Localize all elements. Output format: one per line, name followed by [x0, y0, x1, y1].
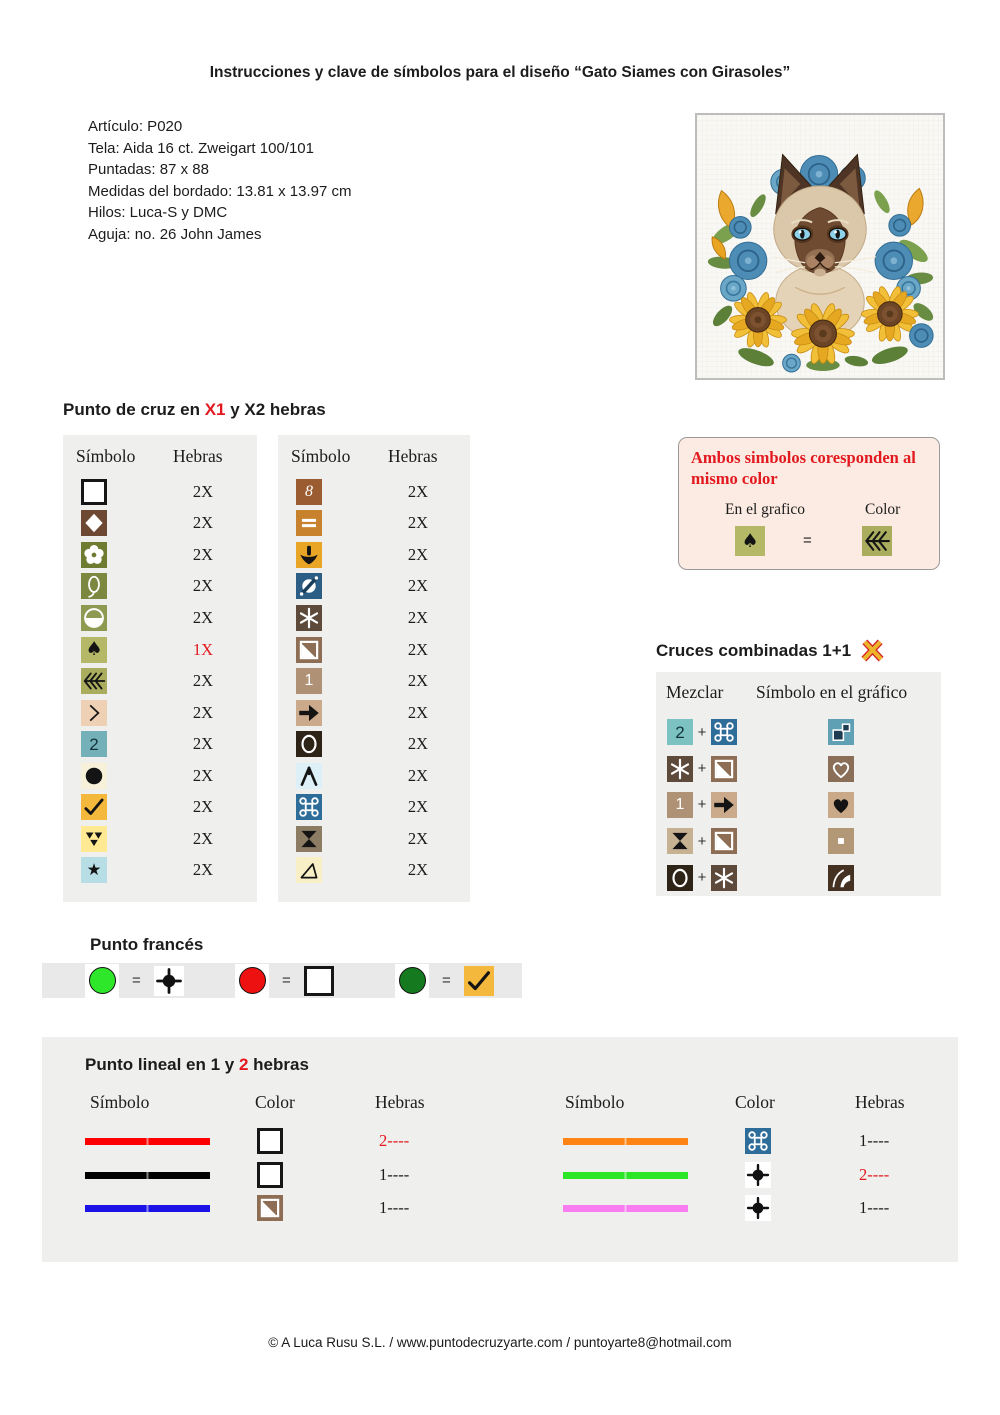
plain-icon — [304, 966, 334, 996]
stitch-line-swatch — [85, 1172, 210, 1179]
column-symbol: Símbolo — [291, 446, 351, 466]
heading-segment: 2 — [238, 1055, 249, 1074]
column-color: Color — [735, 1092, 775, 1112]
french-knot-heading: Punto francés — [90, 935, 204, 954]
hebras-value: 2X — [407, 765, 429, 785]
key-row — [278, 760, 470, 792]
column-color: Color — [865, 501, 901, 518]
plus-sign: + — [697, 832, 707, 850]
tri-club-icon — [81, 826, 107, 852]
hebras-value: 1---- — [859, 1198, 890, 1217]
crosshair-icon — [745, 1195, 771, 1221]
linear-stitch-box — [42, 1037, 958, 1262]
hebras-value: 2X — [407, 828, 429, 848]
linear-row — [563, 1193, 939, 1223]
key-row — [63, 697, 257, 729]
cross-stitch-heading — [63, 400, 326, 420]
hebras-value: 2X — [192, 860, 214, 880]
combined-cross-icon — [860, 638, 885, 663]
key-row — [278, 855, 470, 887]
chevrons-icon — [862, 526, 892, 556]
arcs-icon — [828, 865, 854, 891]
key-row — [278, 791, 470, 823]
column-hebras: Hebras — [855, 1092, 905, 1112]
heading-segment: Punto de cruz en — [63, 400, 205, 419]
flower-icon — [81, 542, 107, 568]
info-line-articulo: Artículo: P020 — [88, 118, 183, 135]
key-row — [278, 697, 470, 729]
hebras-value: 2---- — [379, 1131, 410, 1150]
key-row — [63, 855, 257, 887]
hebras-value: 2X — [192, 607, 214, 627]
right-arrow-icon — [711, 792, 737, 818]
plain-icon — [257, 1162, 283, 1188]
linear-row — [85, 1160, 459, 1190]
linear-row — [563, 1160, 939, 1190]
key-row — [63, 791, 257, 823]
key-row — [63, 476, 257, 508]
stitch-line-swatch — [563, 1205, 688, 1212]
digit-2-icon: 2 — [81, 731, 107, 757]
stitch-line-swatch — [563, 1172, 688, 1179]
hebras-value: 2---- — [859, 1165, 890, 1184]
equals-icon — [296, 510, 322, 536]
plain-icon — [81, 479, 107, 505]
heading-segment: y X2 hebras — [225, 400, 326, 419]
cat-sunflowers-art — [697, 115, 943, 378]
hebras-value: 2X — [192, 828, 214, 848]
key-row — [63, 571, 257, 603]
diag-square-icon — [711, 828, 737, 854]
combined-rows — [656, 714, 941, 896]
diag-square-icon — [257, 1195, 283, 1221]
knot-color-circle — [239, 967, 266, 994]
knot-color-circle — [89, 967, 116, 994]
knot-color-tile — [395, 964, 429, 998]
half-circle-icon — [81, 605, 107, 631]
circle-slash-icon — [296, 573, 322, 599]
asterisk-icon — [667, 756, 693, 782]
key-row — [278, 823, 470, 855]
stitch-line-swatch — [85, 1205, 210, 1212]
check-icon — [464, 966, 494, 996]
hebras-value: 2X — [407, 513, 429, 533]
leaf-icon — [81, 573, 107, 599]
plain-icon — [257, 1128, 283, 1154]
oval-o-icon — [667, 865, 693, 891]
symbol-key-table-1 — [63, 435, 257, 902]
info-line-hilos: Hilos: Luca-S y DMC — [88, 204, 228, 221]
hourglass-icon — [667, 828, 693, 854]
page-title: Instrucciones y clave de símbolos para el diseño “Gato Siames con Girasoles” — [209, 64, 791, 81]
key-rows — [278, 476, 470, 886]
plus-sign: + — [697, 796, 707, 814]
digit-1-icon: 1 — [296, 668, 322, 694]
combined-row — [656, 750, 941, 786]
combined-row — [656, 823, 941, 859]
key-row — [278, 728, 470, 760]
same-color-note — [678, 437, 940, 570]
equals-sign: = — [282, 972, 291, 989]
crosshair-icon — [154, 966, 184, 996]
hebras-value: 2X — [192, 671, 214, 691]
heading-segment: hebras — [248, 1055, 309, 1074]
command-icon — [745, 1128, 771, 1154]
hebras-value: 2X — [407, 702, 429, 722]
key-row — [278, 571, 470, 603]
french-knot-item — [85, 963, 184, 998]
combined-heading-wrap — [656, 638, 885, 663]
check-icon — [81, 794, 107, 820]
column-hebras: Hebras — [173, 446, 223, 466]
oval-o-icon — [296, 731, 322, 757]
hebras-value: 2X — [407, 481, 429, 501]
hebras-value: 2X — [407, 671, 429, 691]
hebras-value: 2X — [407, 797, 429, 817]
plus-sign: + — [697, 760, 707, 778]
hebras-value: 2X — [192, 797, 214, 817]
equals-sign: = — [132, 972, 141, 989]
heart-filled-icon — [828, 792, 854, 818]
key-row — [278, 539, 470, 571]
equivalence-row — [679, 526, 939, 556]
combined-row — [656, 787, 941, 823]
diamond-icon — [81, 510, 107, 536]
key-row — [63, 665, 257, 697]
column-mezclar: Mezclar — [666, 682, 724, 702]
hebras-value: 1---- — [379, 1165, 410, 1184]
key-row — [63, 823, 257, 855]
two-squares-icon — [828, 719, 854, 745]
digit-2-icon: 2 — [667, 719, 693, 745]
same-color-note-title: Ambos simbolos coresponden al mismo color — [691, 448, 916, 488]
plus-sign: + — [697, 869, 707, 887]
hebras-value: 2X — [192, 702, 214, 722]
hebras-value: 2X — [192, 481, 214, 501]
linear-heading — [85, 1055, 309, 1075]
star-icon: ★ — [81, 857, 107, 883]
script-8-icon: 8 — [296, 479, 322, 505]
equals-sign: = — [803, 532, 812, 549]
key-rows — [63, 476, 257, 886]
knot-color-tile — [85, 964, 119, 998]
diag-square-icon — [296, 637, 322, 663]
tri-outline-icon — [296, 857, 322, 883]
hebras-value: 2X — [192, 765, 214, 785]
chevrons-icon — [81, 668, 107, 694]
crosshair-icon — [745, 1162, 771, 1188]
hebras-value: 2X — [407, 734, 429, 754]
stitch-line-swatch — [85, 1138, 210, 1145]
key-row — [278, 665, 470, 697]
hebras-value: 1---- — [379, 1198, 410, 1217]
column-simbolo-grafico: Símbolo en el gráfico — [756, 682, 908, 702]
plus-sign: + — [697, 723, 707, 741]
heart-outline-icon — [828, 756, 854, 782]
key-row — [278, 602, 470, 634]
hebras-value: 2X — [407, 544, 429, 564]
spade-icon: ♠ — [81, 637, 107, 663]
hebras-value: 2X — [407, 576, 429, 596]
info-line-medidas: Medidas del bordado: 13.81 x 13.97 cm — [88, 182, 352, 200]
linear-row — [85, 1193, 459, 1223]
combined-crosses-table — [656, 672, 941, 896]
column-color: Color — [255, 1092, 295, 1112]
command-icon — [711, 719, 737, 745]
key-row — [278, 476, 470, 508]
design-preview — [695, 113, 945, 380]
column-hebras: Hebras — [375, 1092, 425, 1112]
caret-a-icon — [296, 763, 322, 789]
column-symbol: Símbolo — [90, 1092, 150, 1112]
hebras-value: 1---- — [859, 1131, 890, 1150]
column-hebras: Hebras — [388, 446, 438, 466]
design-info — [88, 116, 352, 245]
key-row — [63, 728, 257, 760]
info-line-aguja: Aguja: no. 26 John James — [88, 225, 262, 243]
hebras-value: 1X — [192, 639, 214, 659]
french-knot-strip — [42, 963, 522, 998]
diag-square-icon — [711, 756, 737, 782]
info-line-tela: Tela: Aida 16 ct. Zweigart 100/101 — [88, 139, 314, 157]
down-arrow-icon — [296, 542, 322, 568]
dot-icon — [81, 763, 107, 789]
stitch-line-swatch — [563, 1138, 688, 1145]
linear-row — [85, 1126, 459, 1156]
combined-heading: Cruces combinadas 1+1 — [656, 640, 852, 660]
info-line-puntadas: Puntadas: 87 x 88 — [88, 161, 209, 178]
key-row — [63, 508, 257, 540]
column-en-el-grafico: En el grafico — [725, 501, 806, 518]
asterisk-icon — [296, 605, 322, 631]
key-row — [63, 539, 257, 571]
key-row — [278, 508, 470, 540]
key-row — [63, 760, 257, 792]
hebras-value: 2X — [192, 576, 214, 596]
column-symbol: Símbolo — [565, 1092, 625, 1112]
command-icon — [296, 794, 322, 820]
hebras-value: 2X — [407, 607, 429, 627]
combined-row — [656, 860, 941, 896]
combined-row — [656, 714, 941, 750]
equals-sign: = — [442, 972, 451, 989]
digit-1-icon: 1 — [667, 792, 693, 818]
spade-icon: ♠ — [735, 526, 765, 556]
key-row — [63, 634, 257, 666]
hebras-value: 2X — [192, 513, 214, 533]
heading-segment: X1 — [204, 400, 226, 419]
right-arrow-icon — [296, 700, 322, 726]
hebras-value: 2X — [407, 639, 429, 659]
hebras-value: 2X — [192, 544, 214, 564]
key-row — [63, 602, 257, 634]
copyright-footer: © A Luca Rusu S.L. / www.puntodecruzyarte.com / puntoyarte8@hotmail.com — [268, 1335, 732, 1350]
symbol-key-table-2 — [278, 435, 470, 902]
french-knot-item — [235, 963, 334, 998]
hourglass-icon — [296, 826, 322, 852]
hebras-value: 2X — [407, 860, 429, 880]
heading-segment: Punto lineal en 1 y — [85, 1055, 239, 1074]
knot-color-tile — [235, 964, 269, 998]
french-knot-item — [395, 963, 494, 998]
asterisk-icon — [711, 865, 737, 891]
hebras-value: 2X — [192, 734, 214, 754]
greater-than-icon — [81, 700, 107, 726]
key-row — [278, 634, 470, 666]
column-symbol: Símbolo — [76, 446, 136, 466]
small-square-icon — [828, 828, 854, 854]
linear-row — [563, 1126, 939, 1156]
knot-color-circle — [399, 967, 426, 994]
